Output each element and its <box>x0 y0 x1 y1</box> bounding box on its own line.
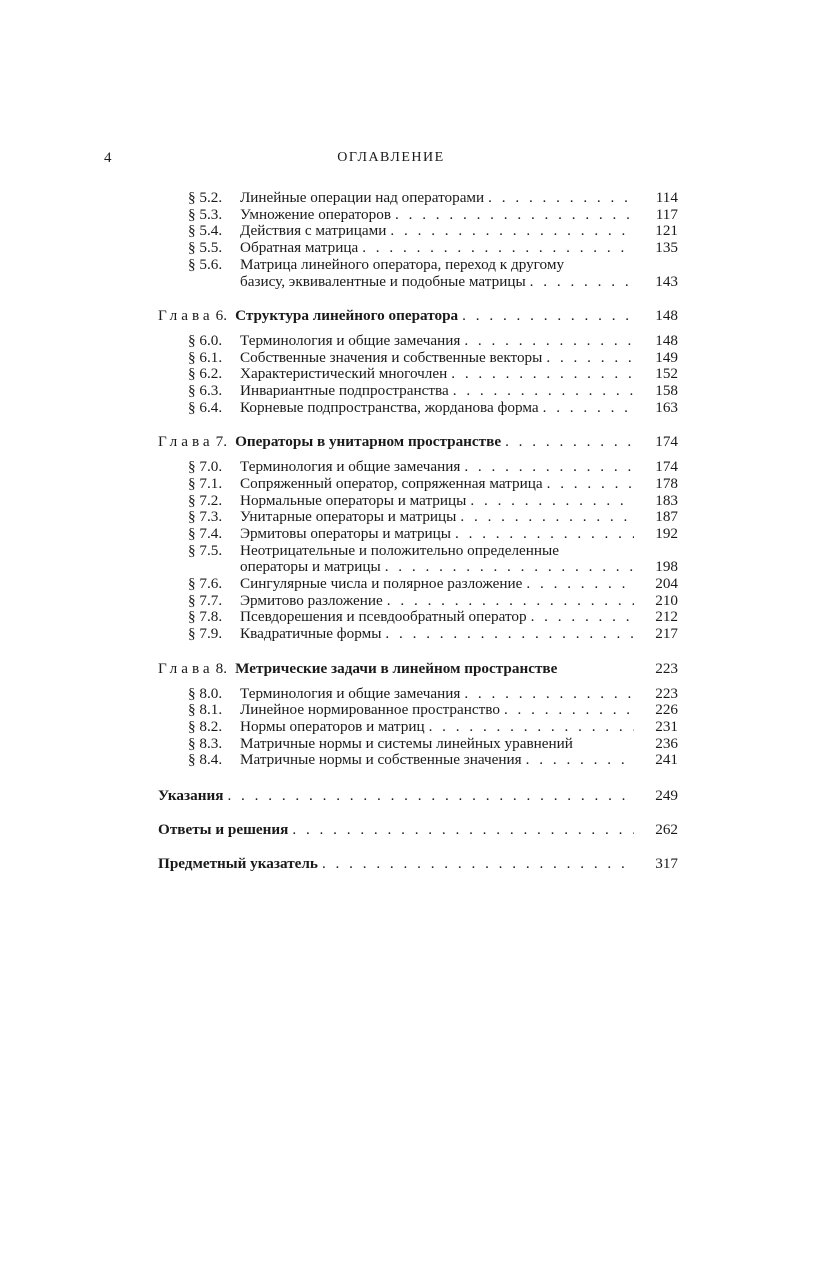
dot-leader <box>505 434 634 451</box>
toc-entry-title: Терминология и общие замечания <box>240 458 461 476</box>
dot-leader <box>462 308 634 325</box>
toc-page-number: 226 <box>655 701 678 719</box>
toc-page-number: 178 <box>655 474 678 492</box>
toc-chapter-8[interactable] <box>158 661 678 678</box>
toc-entry-title: Обратная матрица <box>240 239 359 257</box>
toc-entry-title: Линейные операции над операторами <box>240 189 485 206</box>
toc-entry-title: Предметный указатель <box>158 854 318 872</box>
toc-entry-title: Квадратичные формы <box>240 625 382 643</box>
toc-page-number: 231 <box>655 717 678 735</box>
toc-entry-title: Унитарные операторы и матрицы <box>240 508 457 526</box>
toc-page-number: 174 <box>655 433 678 451</box>
toc-entry-8-4[interactable]: § 8.4. Матричные нормы и собственные значения . . . 241 <box>158 752 678 769</box>
dot-leader <box>464 459 634 476</box>
toc-entry-title: Линейное нормированное пространство <box>240 701 500 719</box>
toc-entry-title: Характеристический многочлен <box>240 365 448 383</box>
dot-leader <box>429 719 634 736</box>
dot-leader <box>526 576 634 593</box>
toc-page-number: 262 <box>655 820 678 838</box>
dot-leader <box>504 702 634 719</box>
toc-entry-title: Собственные значения и собственные векторы <box>240 348 543 366</box>
toc-entry-7-1[interactable]: § 7.1. Сопряженный оператор, сопряженная матрица . . . 178 <box>158 476 678 493</box>
chapter-label: Глава <box>158 433 214 451</box>
dot-leader <box>385 559 634 576</box>
dot-leader <box>453 383 634 400</box>
toc-entry-title: Ответы и решения <box>158 820 289 838</box>
toc-entry-title-cont: операторы и матрицы <box>240 558 381 576</box>
toc-page-number: 114 <box>655 189 678 206</box>
toc-entry-title: Сопряженный оператор, сопряженная матрица <box>240 474 543 492</box>
dot-leader <box>395 207 634 224</box>
toc-page-number: 236 <box>655 734 678 752</box>
toc-entry-title-cont: базису, эквивалентные и подобные матрицы <box>240 272 526 290</box>
toc-entry-title: Сингулярные числа и полярное разложение <box>240 575 523 593</box>
toc-entry-7-8[interactable]: § 7.8. Псевдорешения и псевдообратный оператор . . . 212 <box>158 609 678 626</box>
toc-page-number: 143 <box>655 272 678 290</box>
toc-page-number: 223 <box>655 684 678 702</box>
dot-leader <box>390 223 634 240</box>
chapter-number: 8. <box>215 659 228 677</box>
dot-leader <box>464 686 634 703</box>
page-header <box>104 150 678 170</box>
toc-page-number: 212 <box>655 608 678 626</box>
toc-entry-title: Нормальные операторы и матрицы <box>240 491 467 509</box>
dot-leader <box>543 400 634 417</box>
table-of-contents <box>158 190 678 872</box>
chapter-label: Глава <box>158 659 214 677</box>
dot-leader <box>546 350 634 367</box>
toc-entry-title: Матричные нормы и системы линейных уравнений <box>240 734 573 752</box>
toc-entry-6-2[interactable]: § 6.2. Характеристический многочлен . . . 152 <box>158 366 678 383</box>
toc-entry-title: Эрмитово разложение <box>240 591 383 609</box>
toc-entry-6-0[interactable]: § 6.0. Терминология и общие замечания . . . 148 <box>158 333 678 350</box>
dot-leader <box>387 593 634 610</box>
toc-page-number: 135 <box>655 239 678 257</box>
dot-leader <box>547 476 634 493</box>
dot-leader <box>451 366 634 383</box>
toc-entry-5-6[interactable]: § 5.6. Матрица линейного оператора, переход к другому <box>188 255 565 273</box>
toc-page-number: 152 <box>655 365 678 383</box>
chapter-title: Операторы в унитарном пространстве <box>235 433 502 451</box>
toc-entry-8-3[interactable]: § 8.3. Матричные нормы и системы линейных уравнений 236 <box>188 734 678 752</box>
toc-entry-5-3[interactable]: § 5.3. Умножение операторов . . . 117 <box>158 207 678 224</box>
toc-entry-7-3[interactable]: § 7.3. Унитарные операторы и матрицы . . . 187 <box>158 509 678 526</box>
toc-page-number: 183 <box>655 491 678 509</box>
toc-page-number: 317 <box>655 854 678 872</box>
toc-page-number: 223 <box>655 659 678 677</box>
toc-entry-5-2[interactable]: § 5.2. Линейные операции над операторами . . . 114 <box>158 190 678 207</box>
running-title: ОГЛАВЛЕНИЕ <box>337 150 445 165</box>
toc-page-number: 148 <box>655 307 678 325</box>
toc-page-number: 174 <box>655 458 678 476</box>
toc-page-number: 249 <box>655 787 678 805</box>
toc-entry-title: Неотрицательные и положительно определенные <box>240 541 559 559</box>
dot-leader <box>526 752 634 769</box>
toc-entry-6-1[interactable]: § 6.1. Собственные значения и собственные векторы . . . 149 <box>158 350 678 367</box>
toc-entry-title: Матричные нормы и собственные значения <box>240 751 522 769</box>
toc-entry-title: Терминология и общие замечания <box>240 684 461 702</box>
toc-entry-title: Эрмитовы операторы и матрицы <box>240 524 452 542</box>
toc-entry-7-2[interactable]: § 7.2. Нормальные операторы и матрицы . . . 183 <box>158 493 678 510</box>
toc-entry-title: Нормы операторов и матриц <box>240 717 425 735</box>
dot-leader <box>227 788 634 805</box>
toc-entry-7-4[interactable]: § 7.4. Эрмитовы операторы и матрицы . . . 192 <box>158 526 678 543</box>
toc-entry-title: Действия с матрицами <box>240 222 387 240</box>
toc-entry-title: Указания <box>158 787 224 805</box>
toc-ukazatel[interactable] <box>158 856 678 873</box>
toc-entry-8-1[interactable]: § 8.1. Линейное нормированное пространство . . . 226 <box>158 702 678 719</box>
toc-page-number: 210 <box>655 591 678 609</box>
toc-entry-title: Инвариантные подпространства <box>240 382 449 400</box>
toc-page-number: 121 <box>655 222 678 240</box>
toc-chapter-6[interactable] <box>158 308 678 325</box>
toc-entry-7-5-cont[interactable] <box>158 559 678 576</box>
chapter-label: Глава <box>158 307 214 325</box>
chapter-number: 7. <box>215 433 228 451</box>
dot-leader <box>292 822 634 839</box>
toc-otvety[interactable] <box>158 822 678 839</box>
toc-entry-7-6[interactable]: § 7.6. Сингулярные числа и полярное разложение . . . 204 <box>158 576 678 593</box>
chapter-title: Метрические задачи в линейном пространстве <box>235 659 558 677</box>
toc-entry-title: Псевдорешения и псевдообратный оператор <box>240 608 527 626</box>
dot-leader <box>531 609 634 626</box>
toc-page-number: 204 <box>655 575 678 593</box>
dot-leader <box>530 274 634 291</box>
toc-entry-title: Терминология и общие замечания <box>240 331 461 349</box>
dot-leader <box>464 333 634 350</box>
dot-leader <box>322 856 634 873</box>
toc-entry-5-5[interactable]: § 5.5. Обратная матрица . . . 135 <box>158 240 678 257</box>
toc-entry-7-7[interactable]: § 7.7. Эрмитово разложение . . . 210 <box>158 593 678 610</box>
toc-entry-title: Корневые подпространства, жорданова форма <box>240 398 539 416</box>
toc-page-number: 148 <box>655 331 678 349</box>
dot-leader <box>385 626 634 643</box>
toc-page-number: 163 <box>655 398 678 416</box>
chapter-number: 6. <box>215 307 228 325</box>
toc-entry-5-6-cont[interactable] <box>158 274 678 291</box>
toc-chapter-7[interactable] <box>158 434 678 451</box>
toc-entry-title: Умножение операторов <box>240 205 391 223</box>
dot-leader <box>470 493 634 510</box>
dot-leader <box>488 190 634 207</box>
toc-entry-7-0[interactable]: § 7.0. Терминология и общие замечания . . . 174 <box>158 459 678 476</box>
toc-entry-6-4[interactable]: § 6.4. Корневые подпространства, жорданова форма . . . 163 <box>158 400 678 417</box>
toc-page-number: 149 <box>655 348 678 366</box>
toc-entry-5-4[interactable]: § 5.4. Действия с матрицами . . . 121 <box>158 223 678 240</box>
toc-entry-8-2[interactable]: § 8.2. Нормы операторов и матриц . . . 231 <box>158 719 678 736</box>
dot-leader <box>362 240 634 257</box>
dot-leader <box>455 526 634 543</box>
toc-page-number: 117 <box>655 205 678 223</box>
toc-entry-6-3[interactable]: § 6.3. Инвариантные подпространства . . . 158 <box>158 383 678 400</box>
toc-entry-7-9[interactable]: § 7.9. Квадратичные формы . . . 217 <box>158 626 678 643</box>
toc-ukazaniya[interactable] <box>158 788 678 805</box>
toc-page-number: 198 <box>655 558 678 576</box>
toc-page-number: 192 <box>655 524 678 542</box>
page-number: 4 <box>104 150 112 166</box>
toc-page-number: 158 <box>655 382 678 400</box>
toc-page-number: 241 <box>655 751 678 769</box>
dot-leader <box>460 509 634 526</box>
toc-page-number: 217 <box>655 625 678 643</box>
toc-entry-title: Матрица линейного оператора, переход к другому <box>240 255 565 273</box>
toc-entry-7-5[interactable]: § 7.5. Неотрицательные и положительно определенные <box>188 541 559 559</box>
chapter-title: Структура линейного оператора <box>235 307 459 325</box>
toc-entry-8-0[interactable]: § 8.0. Терминология и общие замечания . . . 223 <box>158 686 678 703</box>
toc-page-number: 187 <box>655 508 678 526</box>
